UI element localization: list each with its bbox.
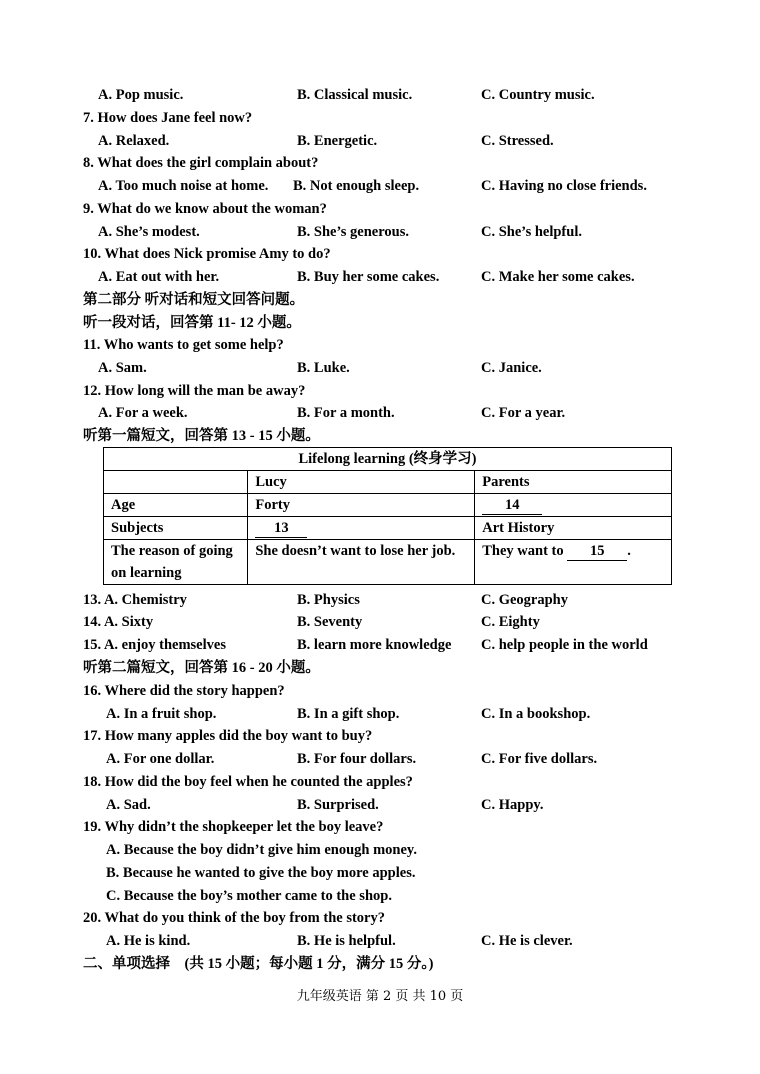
subjects-parents: Art History	[475, 517, 672, 540]
table-row-age	[104, 494, 672, 517]
q12-option-c: C. For a year.	[481, 405, 566, 421]
q12-option-b: B. For a month.	[297, 405, 395, 421]
q10-text: 10. What does Nick promise Amy to do?	[83, 246, 331, 262]
q8-option-c: C. Having no close friends.	[481, 178, 647, 194]
q20-option-a: A. He is kind.	[106, 933, 191, 949]
q17-question	[0, 725, 760, 747]
page-footer: 九年级英语 第 2 页 共 10 页	[296, 989, 464, 1004]
passage1-intro	[0, 425, 760, 447]
q20-question	[0, 907, 760, 929]
q11-options	[0, 357, 760, 379]
reason-lucy: She doesn’t want to lose her job.	[248, 540, 475, 585]
q14-options	[0, 611, 760, 633]
q19-option-b: B. Because he wanted to give the boy more apples.	[106, 865, 416, 881]
q17-option-c: C. For five dollars.	[481, 751, 598, 767]
passage1-intro-text: 听第一篇短文，回答第 13 - 15 小题。	[83, 428, 320, 444]
q8-option-b: B. Not enough sleep.	[293, 178, 420, 194]
passage2-intro-text: 听第二篇短文，回答第 16 - 20 小题。	[83, 660, 320, 676]
q18-question	[0, 771, 760, 793]
table-row-subjects	[104, 517, 672, 540]
table-row-reason	[104, 540, 672, 585]
q18-option-c: C. Happy.	[481, 797, 544, 813]
age-parents-cell	[475, 494, 672, 517]
table-title: Lifelong learning (终身学习)	[104, 448, 672, 471]
q20-option-c: C. He is clever.	[481, 933, 573, 949]
row-label-subjects: Subjects	[104, 517, 248, 540]
q17-text: 17. How many apples did the boy want to buy?	[83, 728, 373, 744]
q20-option-b: B. He is helpful.	[297, 933, 396, 949]
q19-question	[0, 816, 760, 838]
q9-question	[0, 198, 760, 220]
q11-text: 11. Who wants to get some help?	[83, 337, 284, 353]
subjects-lucy-cell	[248, 517, 475, 540]
q16-options	[0, 703, 760, 725]
table-header-empty	[104, 471, 248, 494]
q20-text: 20. What do you think of the boy from the story?	[83, 910, 385, 926]
q8-option-a: A. Too much noise at home.	[98, 178, 269, 194]
reason-suffix: .	[627, 543, 631, 559]
q18-text: 18. How did the boy feel when he counted the apples?	[83, 774, 413, 790]
q13-option-a: 13. A. Chemistry	[83, 592, 187, 608]
lifelong-learning-table	[103, 447, 672, 585]
table-header-row	[104, 471, 672, 494]
q19-option-a-line	[0, 839, 760, 861]
q9-text: 9. What do we know about the woman?	[83, 201, 327, 217]
q13-option-c: C. Geography	[481, 592, 568, 608]
q16-text: 16. Where did the story happen?	[83, 683, 285, 699]
q17-options	[0, 748, 760, 770]
q11-question	[0, 334, 760, 356]
q10-option-b: B. Buy her some cakes.	[297, 269, 440, 285]
q19-text: 19. Why didn’t the shopkeeper let the boy leave?	[83, 819, 384, 835]
reason-parents-prefix: They want to	[482, 543, 564, 559]
q8-text: 8. What does the girl complain about?	[83, 155, 319, 171]
q12-text: 12. How long will the man be away?	[83, 383, 306, 399]
q9-option-c: C. She’s helpful.	[481, 224, 582, 240]
q13-options	[0, 589, 760, 611]
dialogue-intro	[0, 312, 760, 334]
q19-option-c: C. Because the boy’s mother came to the shop.	[106, 888, 392, 904]
q15-option-b: B. learn more knowledge	[297, 637, 452, 653]
q11-option-c: C. Janice.	[481, 360, 542, 376]
passage2-intro	[0, 657, 760, 679]
q17-option-a: A. For one dollar.	[106, 751, 215, 767]
q10-options	[0, 266, 760, 288]
q7-question	[0, 107, 760, 129]
q14-option-b: B. Seventy	[297, 614, 363, 630]
table-header-parents: Parents	[475, 471, 672, 494]
q16-option-a: A. In a fruit shop.	[106, 706, 217, 722]
q16-option-c: C. In a bookshop.	[481, 706, 591, 722]
q20-options	[0, 930, 760, 952]
reason-parents-cell	[475, 540, 672, 585]
q14-option-c: C. Eighty	[481, 614, 540, 630]
q9-option-a: A. She’s modest.	[98, 224, 200, 240]
q19-option-b-line	[0, 862, 760, 884]
q7-option-a: A. Relaxed.	[98, 133, 170, 149]
row-label-reason: The reason of going on learning	[104, 540, 248, 585]
q19-option-a: A. Because the boy didn’t give him enough money.	[106, 842, 417, 858]
q6-option-c: C. Country music.	[481, 87, 595, 103]
q10-option-c: C. Make her some cakes.	[481, 269, 635, 285]
q10-option-a: A. Eat out with her.	[98, 269, 220, 285]
q7-options	[0, 130, 760, 152]
q9-options	[0, 221, 760, 243]
q16-question	[0, 680, 760, 702]
q7-option-b: B. Energetic.	[297, 133, 378, 149]
age-lucy: Forty	[248, 494, 475, 517]
q10-question	[0, 243, 760, 265]
table-header-lucy: Lucy	[248, 471, 475, 494]
q18-option-a: A. Sad.	[106, 797, 151, 813]
q7-text: 7. How does Jane feel now?	[83, 110, 253, 126]
blank-13: 13	[255, 519, 307, 538]
q17-option-b: B. For four dollars.	[297, 751, 417, 767]
section2-title: 第二部分 听对话和短文回答问题。	[83, 292, 305, 308]
blank-14: 14	[482, 496, 542, 515]
blank-15: 15	[567, 542, 627, 561]
q16-option-b: B. In a gift shop.	[297, 706, 400, 722]
q12-question	[0, 380, 760, 402]
q9-option-b: B. She’s generous.	[297, 224, 409, 240]
section-next-title: 二、单项选择 (共 15 小题；每小题 1 分，满分 15 分。)	[83, 956, 434, 972]
q8-options	[0, 175, 760, 197]
q12-option-a: A. For a week.	[98, 405, 188, 421]
section2-heading	[0, 289, 760, 311]
q15-option-c: C. help people in the world	[481, 637, 648, 653]
q11-option-a: A. Sam.	[98, 360, 147, 376]
q11-option-b: B. Luke.	[297, 360, 350, 376]
dialogue-intro-text: 听一段对话，回答第 11- 12 小题。	[83, 315, 301, 331]
q12-options	[0, 402, 760, 424]
q14-option-a: 14. A. Sixty	[83, 614, 154, 630]
q19-option-c-line	[0, 885, 760, 907]
q6-option-b: B. Classical music.	[297, 87, 413, 103]
q6-option-a: A. Pop music.	[98, 87, 184, 103]
q18-option-b: B. Surprised.	[297, 797, 379, 813]
q6-options	[0, 84, 760, 106]
row-label-age: Age	[104, 494, 248, 517]
q18-options	[0, 794, 760, 816]
q8-question	[0, 152, 760, 174]
q15-options	[0, 634, 760, 656]
table-title-row	[104, 448, 672, 471]
q15-option-a: 15. A. enjoy themselves	[83, 637, 226, 653]
q7-option-c: C. Stressed.	[481, 133, 554, 149]
section-next-heading	[0, 953, 760, 975]
q13-option-b: B. Physics	[297, 592, 360, 608]
